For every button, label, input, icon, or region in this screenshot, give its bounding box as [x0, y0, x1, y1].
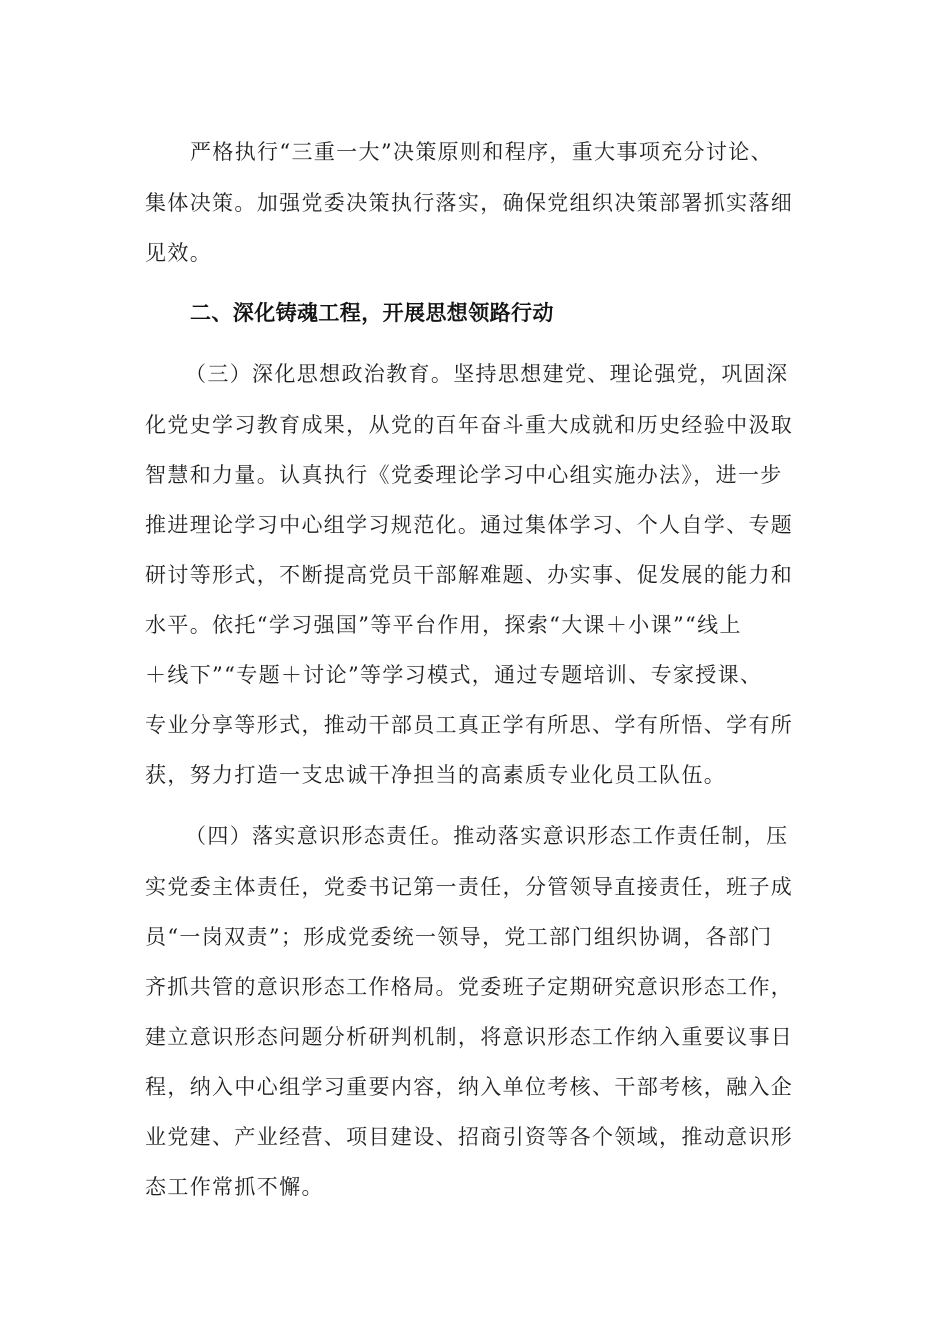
paragraph-2-line-9: 获，努力打造一支忠诚干净担当的高素质专业化员工队伍。: [145, 763, 727, 787]
paragraph-2-line-3: 智慧和力量。认真执行《党委理论学习中心组实施办法》，进一步: [145, 463, 783, 487]
section-heading: 二、深化铸魂工程，开展思想领路行动: [190, 301, 554, 325]
paragraph-2-line-5: 研讨等形式，不断提高党员干部解难题、办实事、促发展的能力和: [145, 563, 794, 587]
paragraph-1-line-3: 见效。: [145, 241, 213, 265]
paragraph-2-line-8: 专业分享等形式，推动干部员工真正学有所思、学有所悟、学有所: [145, 713, 794, 737]
paragraph-2-line-7: ＋线下”“专题＋讨论”等学习模式，通过专题培训、专家授课、: [145, 663, 763, 687]
paragraph-3-line-2: 实党委主体责任，党委书记第一责任，分管领导直接责任，班子成: [145, 875, 794, 899]
paragraph-2-line-6: 水平。依托“学习强国”等平台作用，探索“大课＋小课”“线上: [145, 613, 742, 637]
paragraph-2-line-2: 化党史学习教育成果，从党的百年奋斗重大成就和历史经验中汲取: [145, 413, 794, 437]
paragraph-1-line-1: 严格执行“三重一大”决策原则和程序，重大事项充分讨论、: [190, 140, 773, 164]
paragraph-3-line-1: （四）落实意识形态责任。推动落实意识形态工作责任制，压: [185, 824, 789, 848]
paragraph-3-line-7: 业党建、产业经营、项目建设、招商引资等各个领域，推动意识形: [145, 1125, 794, 1149]
paragraph-3-line-3: 员“一岗双责”；形成党委统一领导，党工部门组织协调，各部门: [145, 925, 773, 949]
paragraph-2-line-1: （三）深化思想政治教育。坚持思想建党、理论强党，巩固深: [185, 362, 789, 386]
paragraph-3-line-6: 程，纳入中心组学习重要内容，纳入单位考核、干部考核，融入企: [145, 1075, 794, 1099]
paragraph-3-line-8: 态工作常抓不懈。: [145, 1175, 324, 1199]
paragraph-2-line-4: 推进理论学习中心组学习规范化。通过集体学习、个人自学、专题: [145, 513, 794, 537]
paragraph-3-line-5: 建立意识形态问题分析研判机制，将意识形态工作纳入重要议事日: [145, 1025, 794, 1049]
paragraph-3-line-4: 齐抓共管的意识形态工作格局。党委班子定期研究意识形态工作，: [145, 975, 794, 999]
paragraph-1-line-2: 集体决策。加强党委决策执行落实，确保党组织决策部署抓实落细: [145, 191, 794, 215]
